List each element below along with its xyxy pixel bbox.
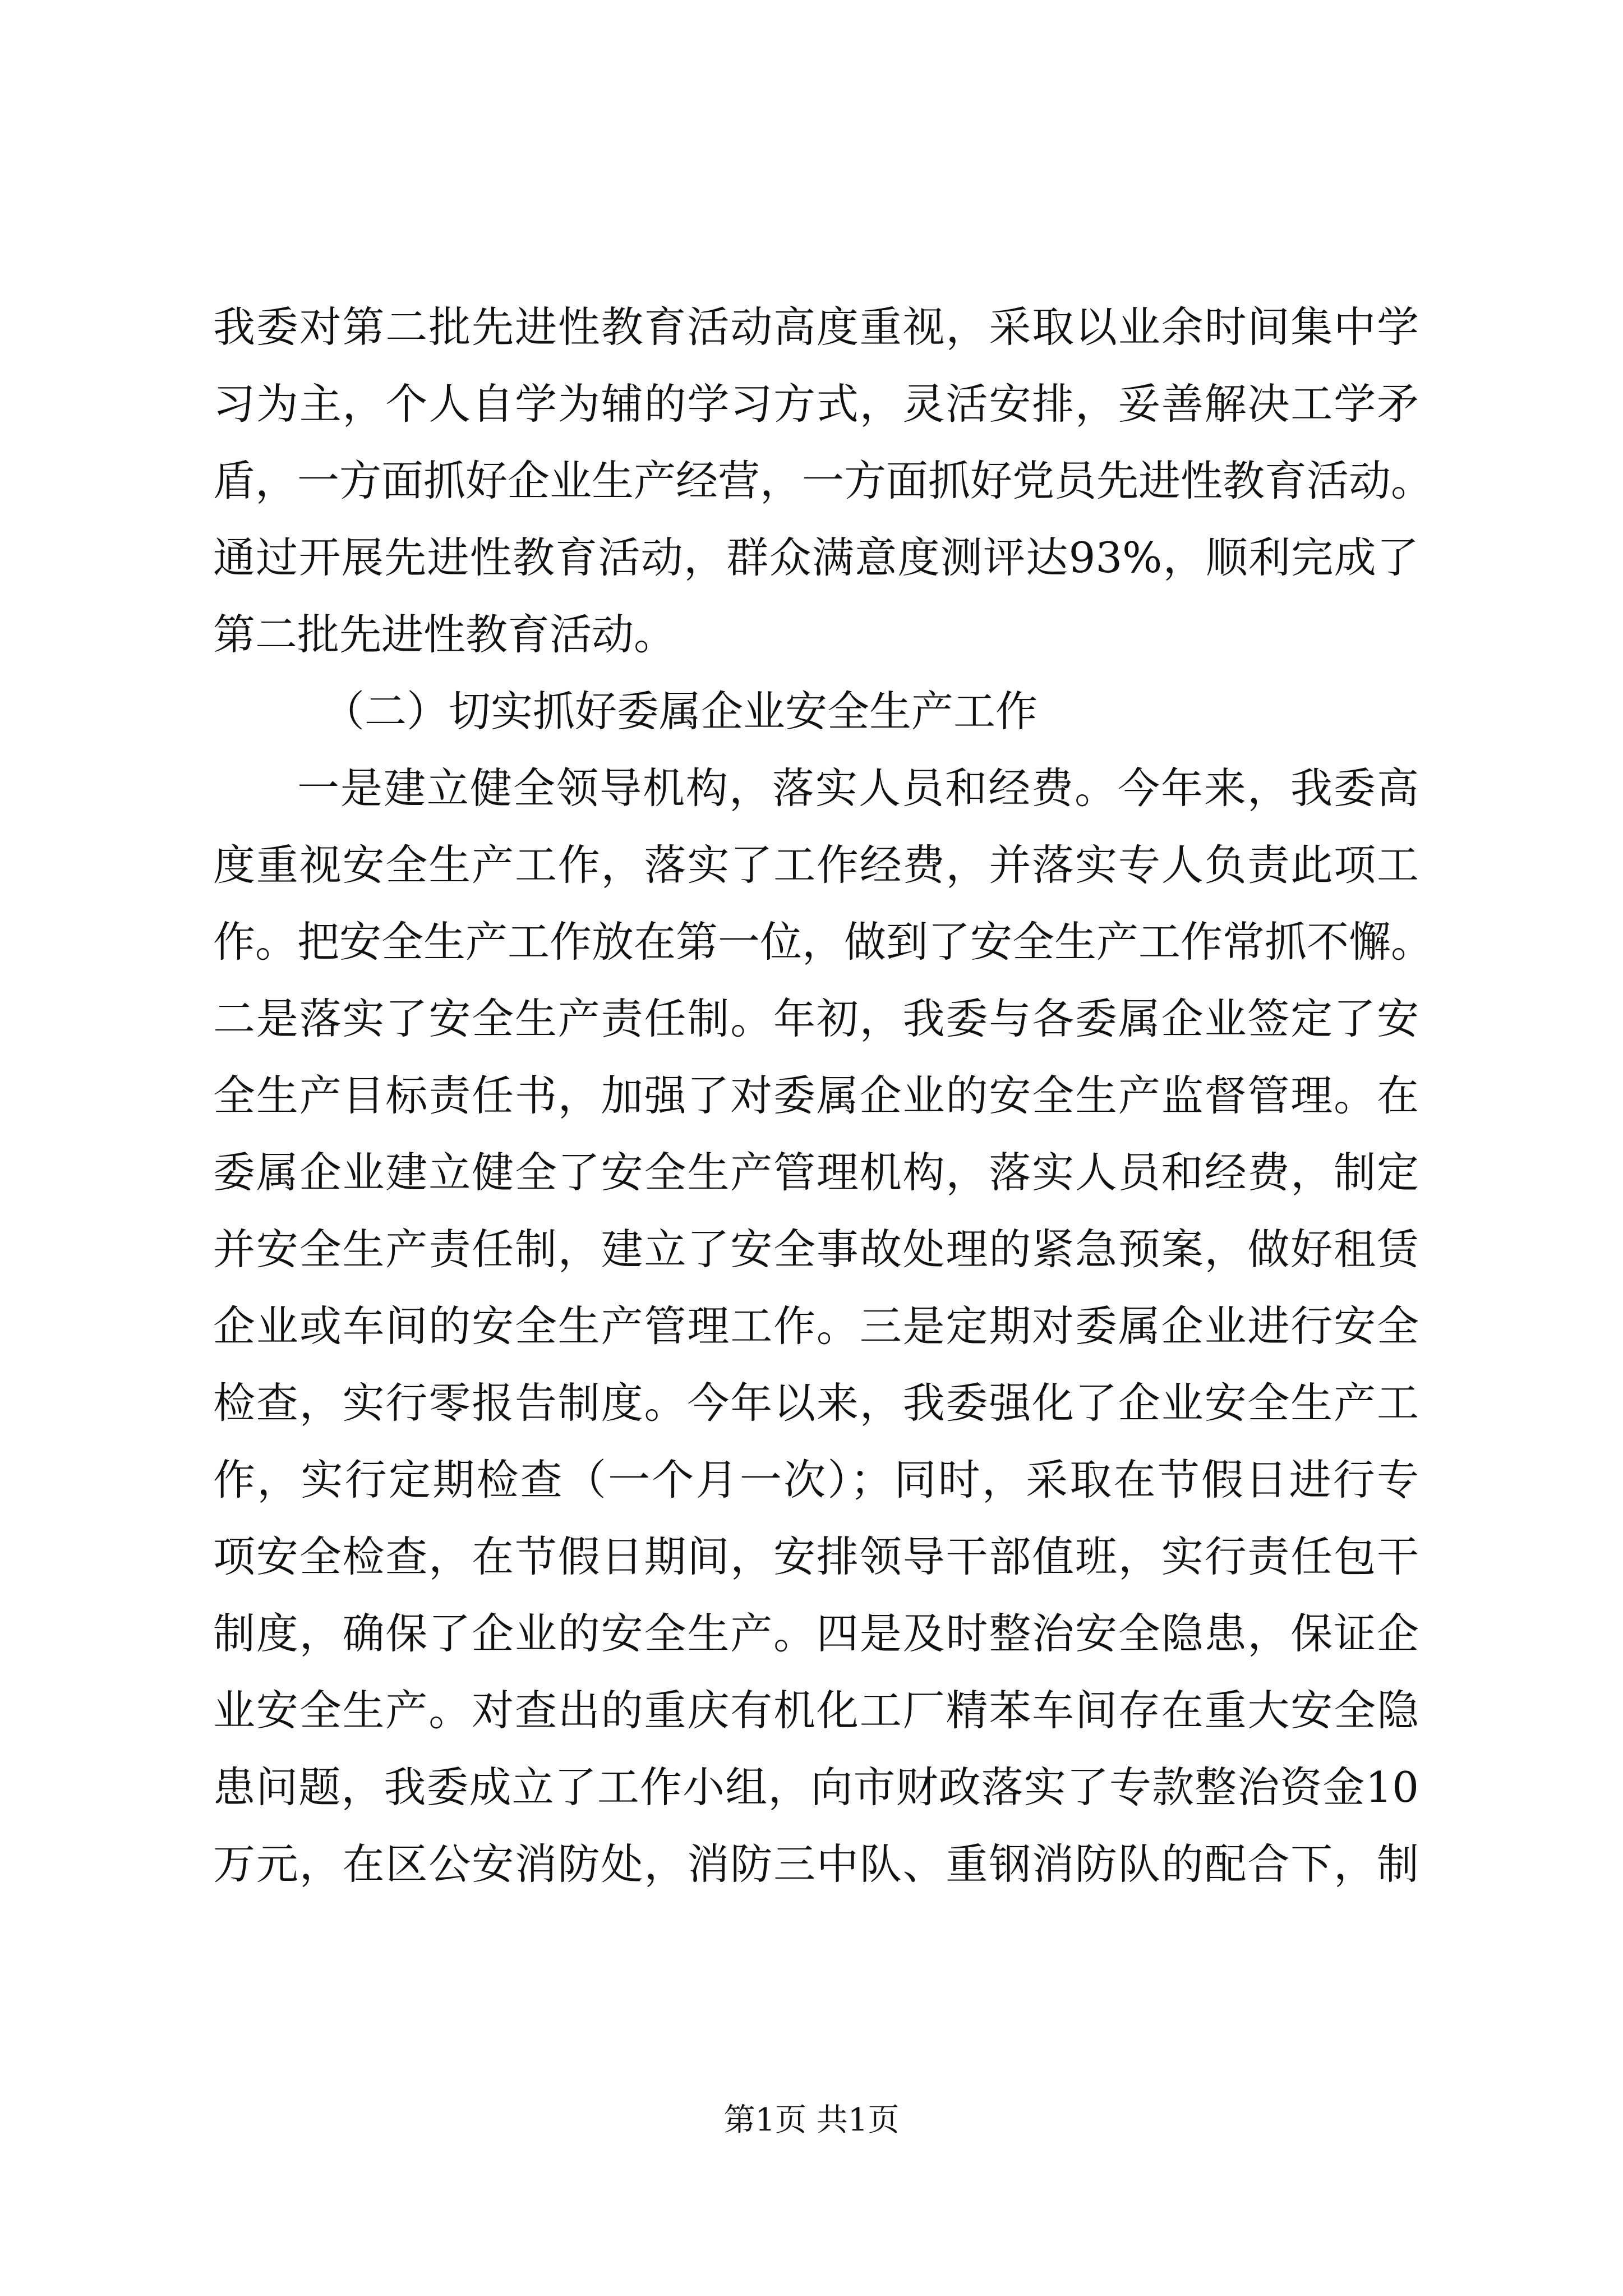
text-line: 我委对第二批先进性教育活动高度重视，采取以业余时间集中学 [213,302,1419,352]
text-line: 万元，在区公安消防处，消防三中队、重钢消防队的配合下，制 [213,1839,1419,1889]
heading-text: （二）切实抓好委属企业安全生产工作 [322,687,1038,736]
text-line: 检查，实行零报告制度。今年以来，我委强化了企业安全生产工 [213,1378,1419,1428]
text-line: 盾，一方面抓好企业生产经营，一方面抓好党员先进性教育活动。 [213,456,1433,505]
text-line: 通过开展先进性教育活动，群众满意度测评达93%，顺利完成了 [213,533,1419,582]
text-line: 一是建立健全领导机构，落实人员和经费。今年来，我委高 [297,763,1419,813]
text-line: 委属企业建立健全了安全生产管理机构，落实人员和经费，制定 [213,1148,1419,1197]
text-line: 二是落实了安全生产责任制。年初，我委与各委属企业签定了安 [213,994,1419,1043]
paragraph-1 [213,289,1433,673]
text-line: 业安全生产。对查出的重庆有机化工厂精苯车间存在重大安全隐 [213,1686,1419,1735]
text-line: 患问题，我委成立了工作小组，向市财政落实了专款整治资金10 [213,1763,1419,1812]
text-line: 并安全生产责任制，建立了安全事故处理的紧急预案，做好租赁 [213,1225,1419,1274]
text-line: 作，实行定期检查（一个月一次）；同时，采取在节假日进行专 [213,1455,1419,1504]
section-heading [213,673,1419,750]
text-line: 作。把安全生产工作放在第一位，做到了安全生产工作常抓不懈。 [213,917,1433,967]
text-line: 习为主，个人自学为辅的学习方式，灵活安排，妥善解决工学矛 [213,379,1419,429]
text-line: 全生产目标责任书，加强了对委属企业的安全生产监督管理。在 [213,1071,1419,1120]
text-line: 企业或车间的安全生产管理工作。三是定期对委属企业进行安全 [213,1301,1419,1351]
document-body [213,289,1433,1903]
text-line: 度重视安全生产工作，落实了工作经费，并落实专人负责此项工 [213,840,1419,890]
text-line: 项安全检查，在节假日期间，安排领导干部值班，实行责任包干 [213,1532,1419,1581]
paragraph-2 [213,750,1433,1903]
page-number-footer: 第1页 共1页 [723,2102,900,2138]
text-line: 制度，确保了企业的安全生产。四是及时整治安全隐患，保证企 [213,1609,1419,1658]
text-line: 第二批先进性教育活动。 [213,610,676,659]
